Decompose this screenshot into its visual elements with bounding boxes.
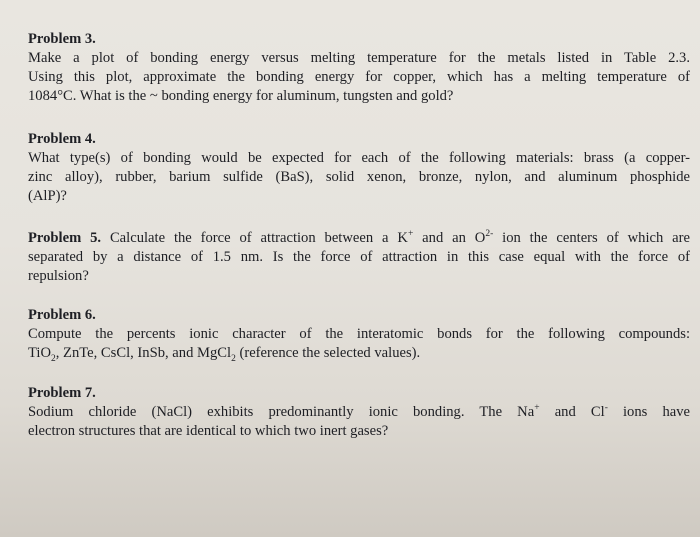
problem-7-line-2: electron structures that are identical to which two inert gases? xyxy=(28,423,389,439)
problem-5-line-2: separated by a distance of 1.5 nm. Is the force of attraction in this case equal with the force of xyxy=(28,249,690,265)
problem-3 xyxy=(28,30,690,106)
problem-6 xyxy=(28,306,690,363)
problem-3-line-3: 1084°C. What is the ~ bonding energy for aluminum, tungsten and gold? xyxy=(28,88,454,104)
problem-6-text-c: (reference the selected values). xyxy=(235,345,421,361)
problem-6-line-2 xyxy=(28,344,690,363)
problem-4-line-2: zinc alloy), rubber, barium sulfide (BaS), solid xenon, bronze, nylon, and aluminum phosphide xyxy=(28,169,690,185)
problem-7-text-a: Sodium chloride (NaCl) exhibits predominantly ionic bonding. The Na xyxy=(28,404,535,420)
problem-7-title: Problem 7. xyxy=(28,385,96,401)
problem-7-line-1 xyxy=(28,403,690,422)
problem-6-title: Problem 6. xyxy=(28,307,96,323)
problem-5-title: Problem 5. xyxy=(28,230,102,246)
problem-7 xyxy=(28,384,690,441)
mgcl2-subscript: 2 xyxy=(231,353,236,364)
problem-5-line-1 xyxy=(28,229,690,248)
problem-3-title: Problem 3. xyxy=(28,31,96,47)
problem-3-line-1: Make a plot of bonding energy versus melting temperature for the metals listed in Table 2.3. xyxy=(28,50,690,66)
problem-4-line-3: (AlP)? xyxy=(28,188,67,204)
problem-6-line-1: Compute the percents ionic character of the interatomic bonds for the following compounds: xyxy=(28,326,690,342)
problem-5 xyxy=(28,229,690,286)
sodium-charge: + xyxy=(534,403,540,414)
problem-6-text-b: , ZnTe, CsCl, InSb, and MgCl xyxy=(55,345,232,361)
problem-4-title: Problem 4. xyxy=(28,131,96,147)
problem-4-line-1: What type(s) of bonding would be expected for each of the following materials: brass (a copper- xyxy=(28,150,690,166)
problem-5-text-a: Calculate the force of attraction between a K xyxy=(109,230,408,246)
problem-5-text-b: and an O xyxy=(413,230,486,246)
problem-7-text-c: ions have xyxy=(607,404,690,420)
oxygen-charge: 2- xyxy=(485,229,494,240)
problem-6-text-a: TiO xyxy=(28,345,51,361)
problem-3-line-2: Using this plot, approximate the bonding energy for copper, which has a melting temperature of xyxy=(28,69,690,85)
problem-5-line-3: repulsion? xyxy=(28,268,89,284)
tio2-subscript: 2 xyxy=(51,353,56,364)
problem-5-text-c: ion the centers of which are xyxy=(493,230,690,246)
chloride-charge: - xyxy=(604,403,608,414)
problem-4 xyxy=(28,130,690,206)
potassium-charge: + xyxy=(407,229,414,240)
problem-7-text-b: and Cl xyxy=(539,404,605,420)
